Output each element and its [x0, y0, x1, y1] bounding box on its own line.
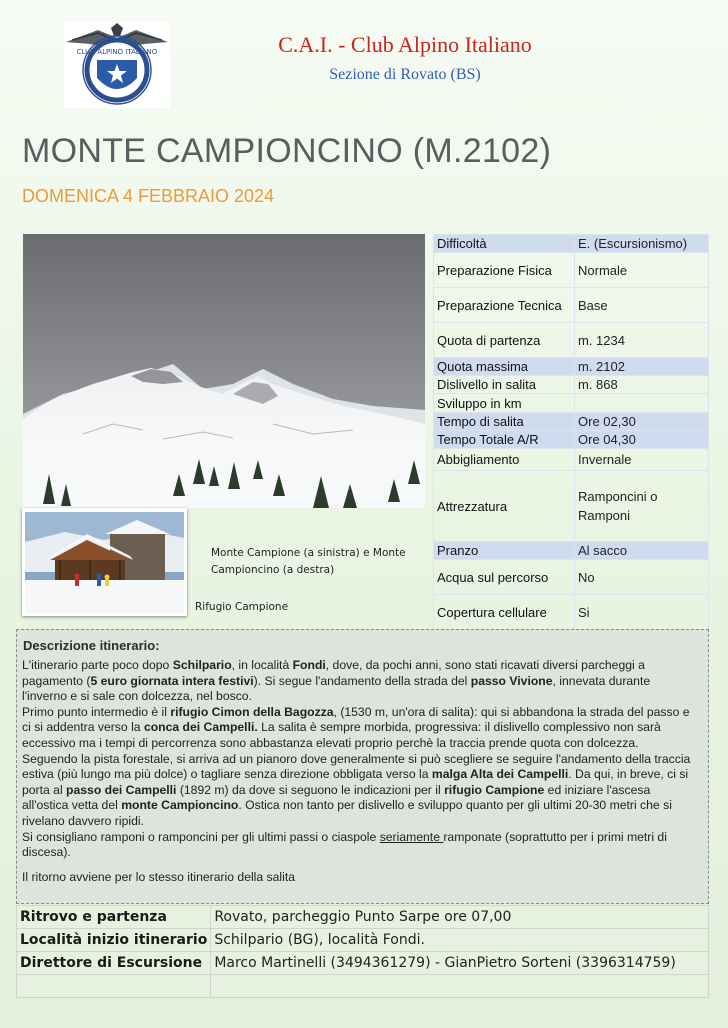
- logistics-label: Località inizio itinerario: [17, 929, 211, 952]
- organization-section: Sezione di Rovato (BS): [329, 66, 481, 83]
- info-row: [434, 288, 709, 323]
- info-row: [434, 394, 709, 413]
- info-label: Abbigliamento: [434, 449, 575, 471]
- logistics-value: [211, 975, 709, 998]
- info-row: [434, 449, 709, 471]
- info-value: No: [575, 560, 709, 595]
- logistics-value: Rovato, parcheggio Punto Sarpe ore 07,00: [211, 906, 709, 929]
- description-body: [22, 658, 697, 885]
- info-value: m. 868: [575, 376, 709, 394]
- logo-lettering: CLUB ALPINO ITALIANO: [76, 48, 158, 56]
- mountain-photo: [23, 234, 425, 508]
- info-value: Normale: [575, 253, 709, 288]
- info-row: [434, 431, 709, 449]
- info-label: Pranzo: [434, 542, 575, 560]
- info-value: Invernale: [575, 449, 709, 471]
- info-value: Base: [575, 288, 709, 323]
- description-paragraph: Seguendo la pista forestale, si arriva ad un pianoro dove generalmente si può scegliere se seguire l'andamento della traccia estiva (più lungo ma più dolce) o tagliare senza direzione obbligata verso la malga Alta dei Campelli. Da qui, in breve, ci si porta al passo dei Campelli (1892 m) da dove si seguono le indicazioni per il rifugio Campione ed iniziare l'ascesa all'ostica vetta del monte Campioncino. Ostica non tanto per dislivello e sviluppo quanto per gli ultimi 20-30 metri che si rivelano davvero ripidi.: [22, 751, 691, 828]
- description-paragraph: Primo punto intermedio è il rifugio Cimon della Bagozza, (1530 m, un'ora di salita): qui si abbandona la strada del passo e ci si addentra verso la conca dei Campelli. La salita è sempre morbida, progressiva: il dislivello complessivo non sarà eccessivo ma i tempi di percorrenza sono abbastanza elevati proprio perchè la traccia prende quota con dolcezza.: [22, 704, 690, 750]
- main-photo-caption: Monte Campione (a sinistra) e Monte Campioncino (a destra): [211, 547, 406, 576]
- logistics-table: [16, 905, 709, 998]
- info-value: Ramponcini o Ramponi: [575, 471, 709, 542]
- info-label: Attrezzatura: [434, 471, 575, 542]
- info-label: Quota massima: [434, 358, 575, 376]
- info-value: Ore 02,30: [575, 413, 709, 431]
- info-label: Preparazione Tecnica: [434, 288, 575, 323]
- description-paragraph: L'itinerario parte poco dopo Schilpario, in località Fondi, dove, da pochi anni, sono stati ricavati diversi parcheggi a pagamento (5 euro giornata intera festivi). Si segue l'andamento della strada del passo Vivione, innevata durante l'inverno e si sale con dolcezza, nel bosco.: [22, 658, 651, 704]
- logistics-row: [17, 952, 709, 975]
- logistics-value: Marco Martinelli (3494361279) - GianPietro Sorteni (3396314759): [211, 952, 709, 975]
- info-value: Ore 04,30: [575, 431, 709, 449]
- logistics-row: [17, 906, 709, 929]
- logistics-label: Ritrovo e partenza: [17, 906, 211, 929]
- description-title: Descrizione itinerario:: [23, 638, 160, 653]
- info-row: [434, 235, 709, 253]
- logistics-row: [17, 975, 709, 998]
- info-label: Preparazione Fisica: [434, 253, 575, 288]
- logistics-row: [17, 929, 709, 952]
- info-row: [434, 413, 709, 431]
- info-label: Tempo Totale A/R: [434, 431, 575, 449]
- info-value: [575, 394, 709, 413]
- info-value: Al sacco: [575, 542, 709, 560]
- info-row: [434, 542, 709, 560]
- info-row: [434, 376, 709, 394]
- info-row: [434, 358, 709, 376]
- page-title: MONTE CAMPIONCINO (M.2102): [22, 132, 552, 170]
- info-value: m. 2102: [575, 358, 709, 376]
- cai-logo: [64, 22, 170, 108]
- hike-info-table: [433, 234, 709, 630]
- info-row: [434, 253, 709, 288]
- logistics-value: Schilpario (BG), località Fondi.: [211, 929, 709, 952]
- itinerary-description: [16, 629, 709, 904]
- info-value: m. 1234: [575, 323, 709, 358]
- logistics-label: Direttore di Escursione: [17, 952, 211, 975]
- info-label: Tempo di salita: [434, 413, 575, 431]
- info-row: [434, 323, 709, 358]
- event-date: DOMENICA 4 FEBBRAIO 2024: [22, 186, 275, 206]
- info-label: Quota di partenza: [434, 323, 575, 358]
- inset-photo-caption: Rifugio Campione: [195, 601, 289, 613]
- info-row: [434, 560, 709, 595]
- info-label: Acqua sul percorso: [434, 560, 575, 595]
- logistics-label: [17, 975, 211, 998]
- info-label: Difficoltà: [434, 235, 575, 253]
- refuge-photo: [22, 508, 187, 616]
- description-paragraph: Si consigliano ramponi o ramponcini per gli ultimi passi o ciaspole seriamente ramponate (soprattutto per i primi metri di discesa).: [22, 829, 667, 860]
- description-return: Il ritorno avviene per lo stesso itinerario della salita: [22, 869, 295, 884]
- info-label: Dislivello in salita: [434, 376, 575, 394]
- info-row: [434, 595, 709, 630]
- info-label: Sviluppo in km: [434, 394, 575, 413]
- info-row: [434, 471, 709, 542]
- info-value: Si: [575, 595, 709, 630]
- info-label: Copertura cellulare: [434, 595, 575, 630]
- organization-name: C.A.I. - Club Alpino Italiano: [278, 32, 532, 57]
- info-value: E. (Escursionismo): [575, 235, 709, 253]
